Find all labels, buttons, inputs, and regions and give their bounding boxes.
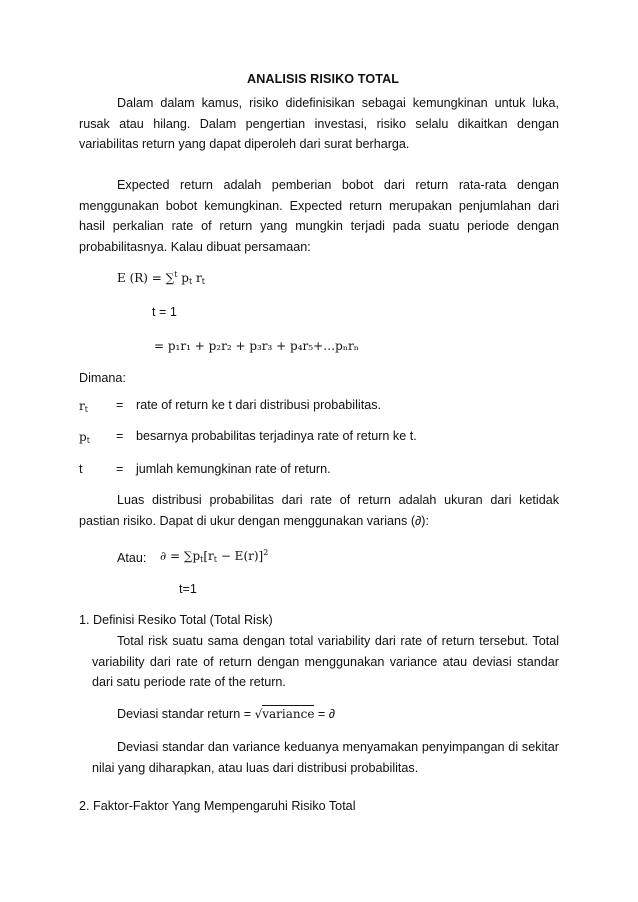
std-deviation-paragraph: Deviasi standar dan variance keduanya menyamakan penyimpangan di sekitar nilai yang diharapkan, atau luas dari distribusi probabilitas. — [92, 740, 559, 775]
variance-term: variance — [262, 707, 315, 721]
definition-symbol: $p_t$ — [79, 430, 90, 445]
definition-equals: = — [116, 462, 124, 476]
definition-description: besarnya probabilitas terjadinya rate of return ke t. — [136, 429, 417, 443]
definition-equals: = — [116, 398, 124, 412]
definition-description: jumlah kemungkinan rate of return. — [136, 462, 331, 476]
std-dev-label: Deviasi standar return = — [117, 707, 255, 721]
formula-p: p — [181, 271, 189, 285]
atau-label: Atau: — [117, 551, 147, 565]
std-deviation-formula — [117, 704, 335, 725]
definition-symbol: t — [79, 462, 83, 476]
formula-p-subscript: t — [188, 277, 193, 286]
formula-r-subscript: t — [201, 277, 205, 286]
variance-formula: ∂ = $\sum p_t[r_t - E(r)]^2$ — [160, 548, 269, 564]
formula-sum-superscript: t — [174, 270, 178, 279]
expected-return-paragraph: Expected return adalah pemberian bobot dari return rata-rata dengan menggunakan bobot kemungkinan. Expected return merupakan penjumlahan dari hasil perkalian rate of return yang mungkin terjadi pada suatu periode dengan probabilitasnya. Kalau dibuat persamaan: — [79, 178, 559, 254]
variance-index: t=1 — [179, 582, 197, 596]
definition-row — [79, 428, 90, 446]
std-dev-result: = ∂ — [314, 707, 336, 721]
definition-description: rate of return ke t dari distribusi probabilitas. — [136, 398, 381, 412]
expected-return-formula — [117, 271, 205, 285]
intro-paragraph: Dalam dalam kamus, risiko didefinisikan sebagai kemungkinan untuk luka, rusak atau hilang. Dalam pengertian investasi, risiko selalu dikaitkan dengan variabilitas return yang dapat diperoleh dari surat berharga. — [79, 96, 559, 152]
formula-index: t = 1 — [152, 305, 177, 319]
section-2-heading: 2. Faktor-Faktor Yang Mempengaruhi Risiko Total — [79, 799, 356, 813]
definition-symbol: $r_t$ — [79, 399, 88, 414]
definition-row — [79, 397, 88, 415]
square-root-symbol: √ — [254, 707, 263, 721]
definition-equals: = — [116, 429, 124, 443]
formula-expansion: = p₁r₁ + p₂r₂ + p₃r₃ + p₄r₅+…pₙrₙ — [154, 339, 359, 353]
total-risk-paragraph: Total risk suatu sama dengan total variability dari rate of return tersebut. Total variability dari rate of return dengan menggunakan variance atau deviasi standar dari satu periode rate of the return. — [92, 634, 559, 690]
dimana-label: Dimana: — [79, 371, 126, 385]
variance-paragraph: Luas distribusi probabilitas dari rate of return adalah ukuran dari ketidak pastian risiko. Dapat di ukur dengan menggunakan varians (∂): — [79, 493, 559, 528]
formula-r: r — [196, 271, 202, 285]
formula-lhs: E (R) = ∑ — [117, 271, 175, 285]
page-title: ANALISIS RISIKO TOTAL — [247, 72, 400, 86]
section-1-heading: 1. Definisi Resiko Total (Total Risk) — [79, 613, 273, 627]
